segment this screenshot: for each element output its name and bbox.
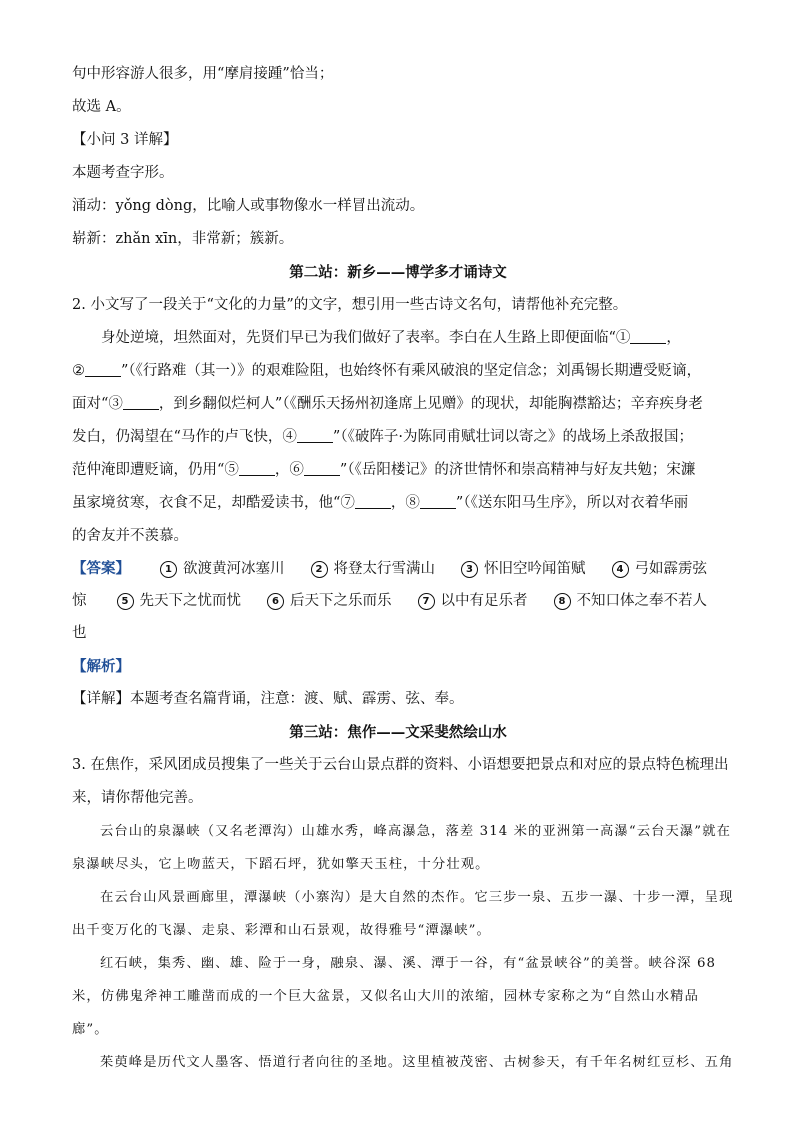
blank-field (297, 427, 333, 443)
subquestion-heading: 【小问 3 详解】 (72, 132, 178, 148)
answer-line: 故选 A。 (72, 99, 131, 115)
answer-label: 【答案】 (72, 560, 130, 577)
answer-item: 3 怀旧空吟闻笛赋 (461, 553, 586, 585)
passage-line: 的舍友并不羡慕。 (72, 528, 188, 544)
material-line: 廊”。 (72, 1022, 109, 1037)
answer-item: 2 将登太行雪满山 (311, 553, 436, 585)
blank-field (239, 460, 275, 476)
number-badge: 1 (160, 561, 177, 578)
material-line: 泉瀑峡尽头，它上吻蓝天，下蹈石坪，犹如擎天玉柱，十分壮观。 (72, 857, 490, 872)
answer-item: 4 弓如霹雳弦 (612, 553, 708, 585)
number-badge: 4 (612, 561, 629, 578)
blank-field (123, 394, 159, 410)
answer-item: 6 后天下之乐而乐 (267, 585, 392, 617)
material-line: 米，仿佛鬼斧神工雕凿而成的一个巨大盆景，又似名山大川的浓缩，园林专家称之为“自然山水精品 (72, 989, 699, 1004)
material-line: 云台山的泉瀑峡（又名老潭沟）山雄水秀，峰高瀑急，落差 314 米的亚洲第一高瀑“云台天瀑”就在 (100, 824, 732, 839)
answer-line: 句中形容游人很多，用“摩肩接踵”恰当； (72, 66, 334, 82)
number-badge: 3 (461, 561, 478, 578)
material-line: 出千变万化的飞瀑、走泉、彩潭和山石景观，故得雅号“潭瀑峡”。 (72, 923, 491, 938)
section-heading: 第三站：焦作——文采斐然绘山水 (289, 724, 507, 741)
answer-item: 1 欲渡黄河冰塞川 (160, 553, 285, 585)
passage-line: 身处逆境，坦然面对，先贤们早已为我们做好了表率。李白在人生路上即便面临“① ， (101, 330, 681, 346)
passage-line: 面对“③ ，到乡翻似烂柯人”（《酬乐天扬州初逢席上见赠》的现状，却能胸襟豁达；辛弃疾身老 (72, 396, 703, 412)
blank-field (420, 493, 456, 509)
material-line: 在云台山风景画廊里，潭瀑峡（小寨沟）是大自然的杰作。它三步一泉、五步一瀑、十步一潭，呈现 (100, 890, 734, 905)
detail-line: 【详解】本题考查名篇背诵，注意：渡、赋、霹雳、弦、奉。 (72, 691, 464, 707)
document-page (72, 58, 734, 1079)
number-badge: 6 (267, 593, 284, 610)
answer-line: 本题考查字形。 (72, 165, 174, 181)
number-badge: 5 (117, 593, 134, 610)
number-badge: 2 (311, 561, 328, 578)
question-intro: 3. 在焦作，采风团成员搜集了一些关于云台山景点群的资料、小语想要把景点和对应的景点特色梳理出 (72, 757, 729, 773)
passage-line: ② ”（《行路难（其一）》的艰难险阻，也始终怀有乘风破浪的坚定信念；刘禹锡长期遭受贬谪， (72, 363, 702, 379)
answer-continuation: 也 (72, 625, 87, 641)
answer-item: 8 不知口体之奉不若人 (554, 585, 708, 617)
blank-field (304, 460, 340, 476)
passage-line: 范仲淹即遭贬谪，仍用“⑤ ，⑥ ”（《岳阳楼记》的济世情怀和崇高精神与好友共勉；宋濂 (72, 462, 696, 478)
passage-line: 发白，仍渴望在“马作的卢飞快，④ ”（《破阵子·为陈同甫赋壮词以寄之》的战场上杀敌报国； (72, 429, 693, 445)
blank-field (85, 361, 121, 377)
answer-continuation: 惊 (72, 593, 87, 609)
question-intro: 2. 小文写了一段关于“文化的力量”的文字，想引用一些古诗文名句，请帮他补充完整。 (72, 297, 628, 313)
answer-row (72, 585, 724, 617)
blank-field (355, 493, 391, 509)
blank-field (630, 328, 666, 344)
answer-line: 涌动：yǒng dòng，比喻人或事物像水一样冒出流动。 (72, 198, 425, 214)
answer-row (72, 553, 724, 585)
number-badge: 8 (554, 593, 571, 610)
question-intro: 来，请你帮他完善。 (72, 790, 203, 806)
passage-line: 虽家境贫寒，衣食不足，却酷爱读书，他“⑦ ，⑧ ”（《送东阳马生序》，所以对衣着华丽 (72, 495, 689, 511)
material-line: 红石峡，集秀、幽、雄、险于一身，融泉、瀑、溪、潭于一谷，有“盆景峡谷”的美誉。峡谷深 68 (100, 956, 717, 971)
analysis-label: 【解析】 (72, 658, 130, 675)
answer-item: 5 先天下之忧而忧 (117, 585, 242, 617)
section-heading: 第二站：新乡——博学多才诵诗文 (289, 264, 507, 281)
answer-line: 崭新：zhǎn xīn，非常新；簇新。 (72, 231, 294, 247)
number-badge: 7 (418, 593, 435, 610)
answer-item: 7 以中有足乐者 (418, 585, 528, 617)
material-line: 茱萸峰是历代文人墨客、悟道行者向往的圣地。这里植被茂密、古树参天，有千年名树红豆杉、五角 (100, 1055, 734, 1070)
